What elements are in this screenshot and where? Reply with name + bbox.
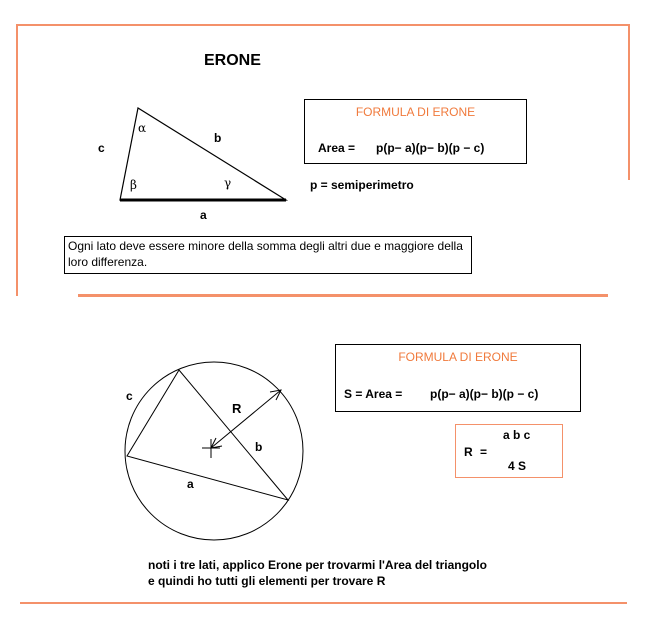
circle-side-c-label: c — [126, 389, 133, 403]
formula-box-erone-2 — [335, 344, 581, 412]
circumradius-lhs: R — [464, 445, 473, 459]
p-definition: p = semiperimetro — [310, 178, 414, 192]
bottom-text-line-2: e quindi ho tutti gli elementi per trovare R — [148, 574, 386, 588]
formula-radicand: p(p− a)(p− b)(p − c) — [376, 141, 485, 155]
formula-lhs: Area = — [318, 141, 356, 155]
radius-label: R — [232, 401, 242, 416]
side-b-label: b — [214, 131, 222, 145]
triangle-inequality-note — [64, 236, 472, 274]
formula-heading: FORMULA DI ERONE — [355, 105, 476, 119]
inscribed-triangle — [127, 370, 288, 500]
formula-lhs-2: S = Area = — [344, 387, 403, 401]
bottom-text-line-1: noti i tre lati, applico Erone per trovarmi l'Area del triangolo — [148, 558, 487, 572]
side-a-label: a — [200, 208, 207, 222]
angle-alpha-label: α — [138, 121, 147, 135]
circumradius-equals: = — [480, 445, 488, 459]
circle-side-b-label: b — [255, 440, 263, 454]
circumradius-numerator: a b c — [503, 428, 531, 442]
angle-beta-label: β — [130, 178, 137, 192]
circumcircle — [125, 362, 303, 540]
angle-gamma-label: γ — [224, 176, 232, 190]
note-text: Ogni lato deve essere minore della somma degli altri due e maggiore della loro differenza. — [68, 239, 463, 269]
circumradius-denominator: 4 S — [508, 459, 527, 473]
page-title: ERONE — [204, 52, 261, 69]
formula-heading-2: FORMULA DI ERONE — [398, 350, 518, 364]
formula-radicand-2: p(p− a)(p− b)(p − c) — [430, 387, 539, 401]
circle-side-a-label: a — [187, 477, 194, 491]
radius-line — [211, 390, 281, 448]
side-c-label: c — [98, 141, 105, 155]
